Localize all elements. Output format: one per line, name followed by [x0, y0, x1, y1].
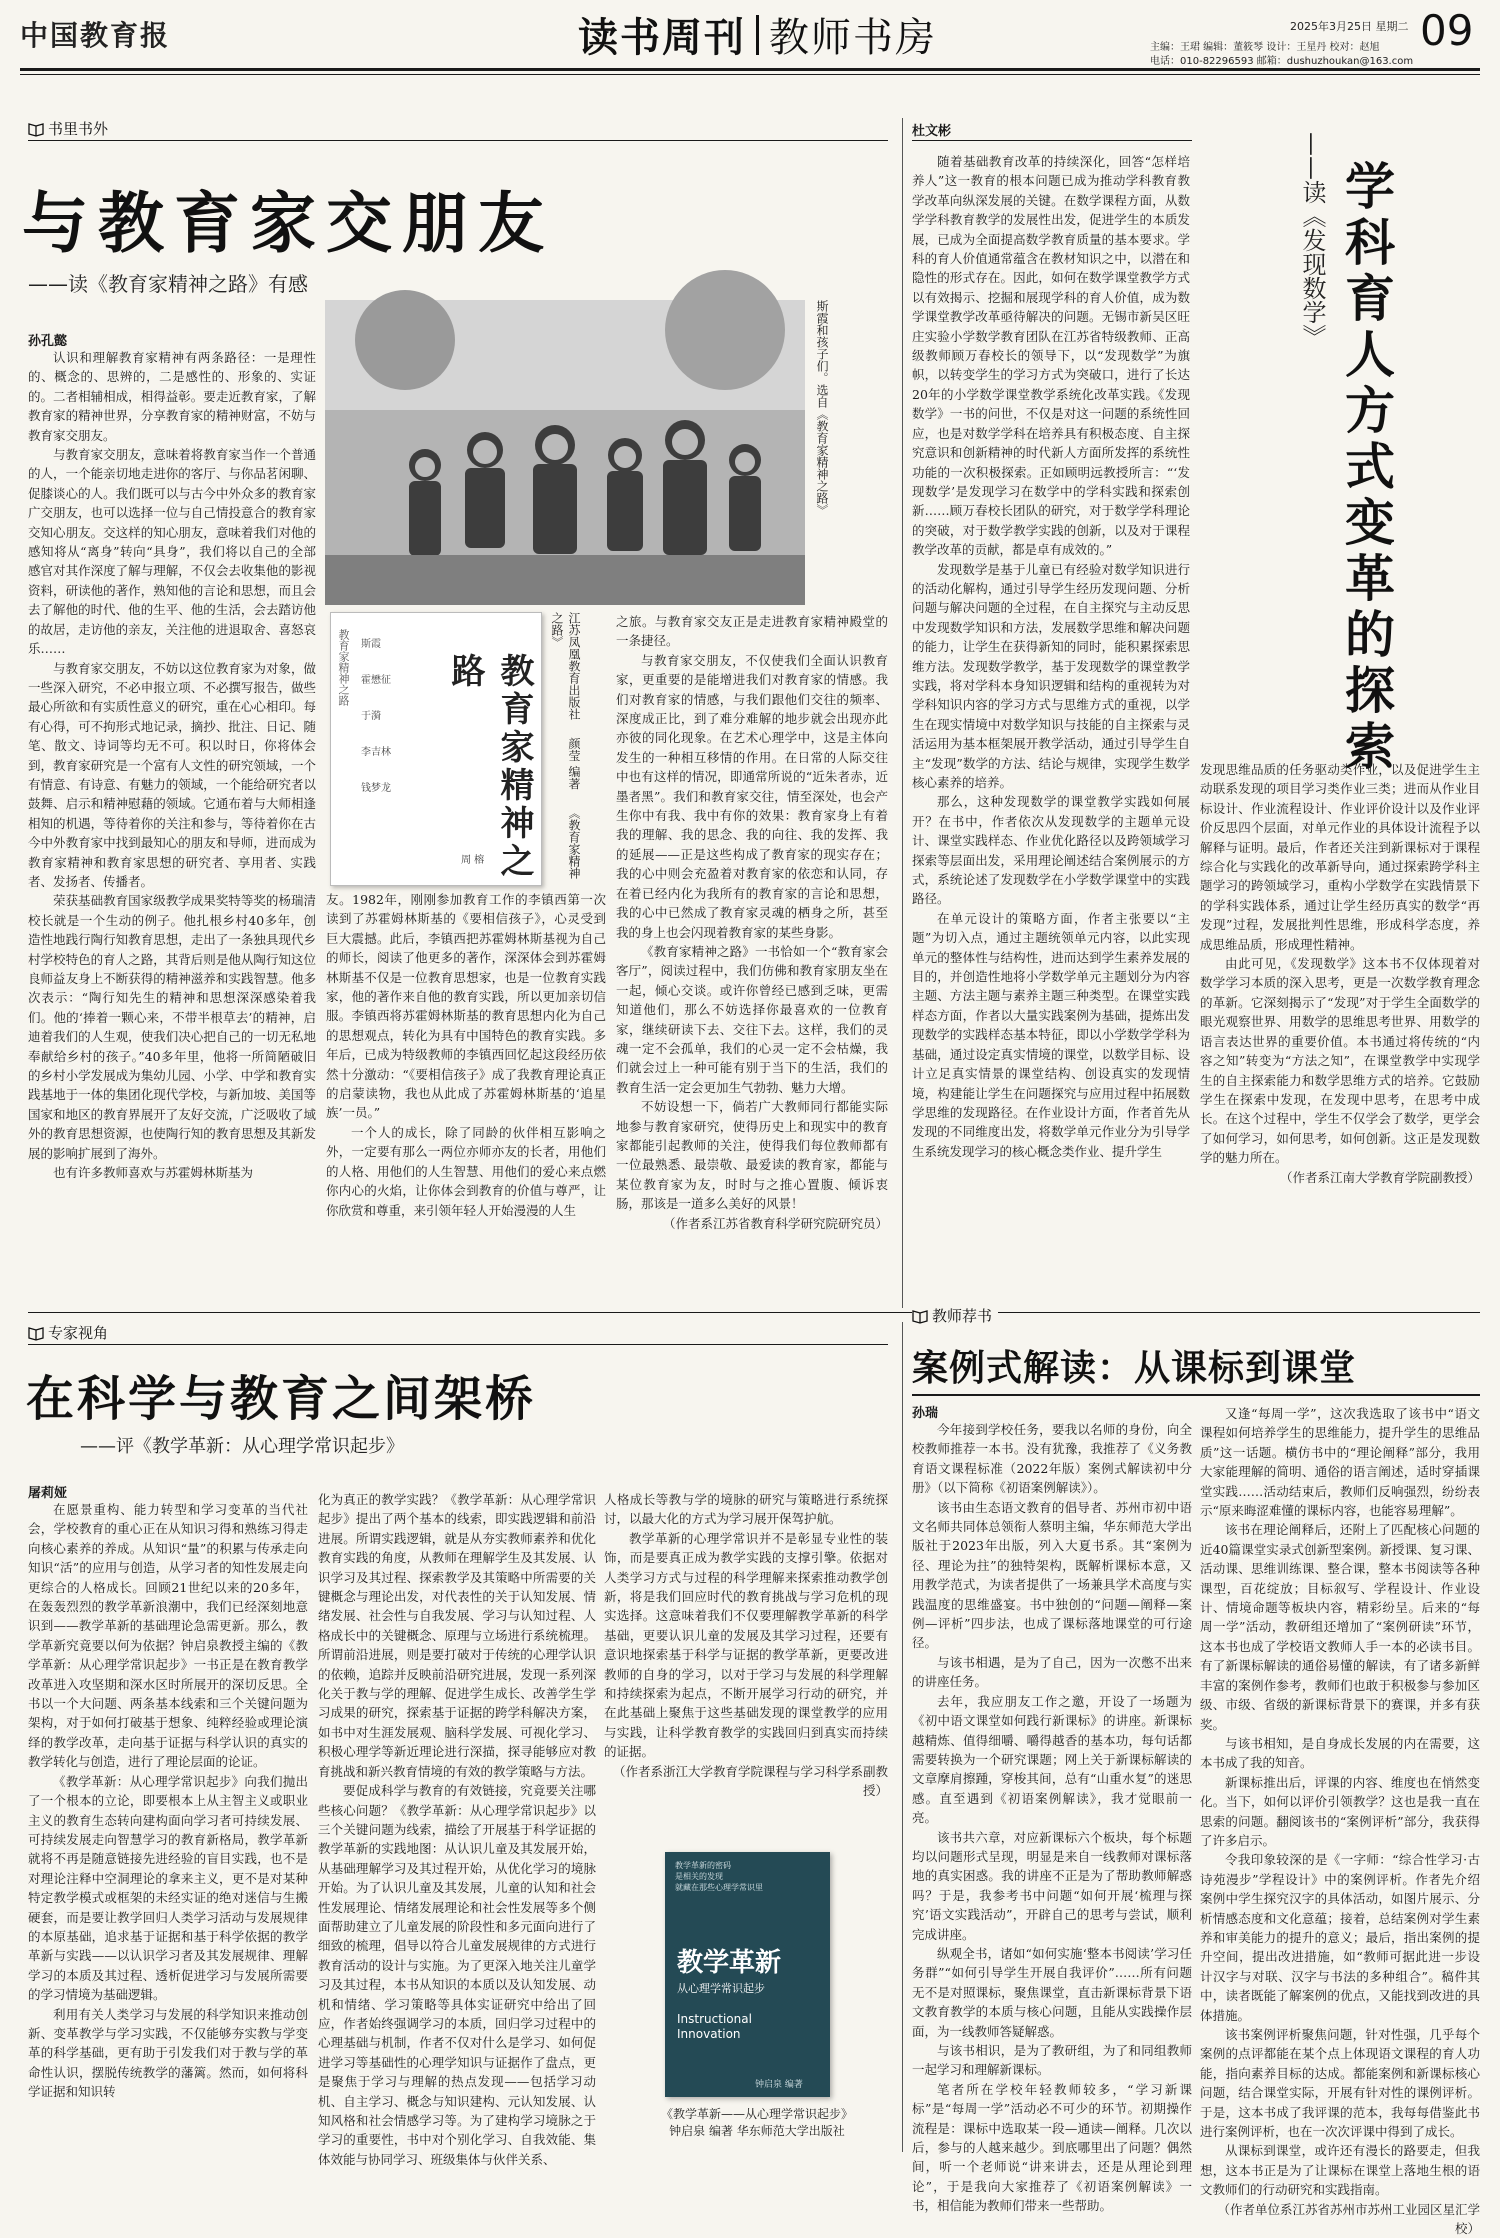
masthead-rule	[20, 68, 1480, 71]
book-icon	[28, 1325, 44, 1341]
paragraph: 由此可见，《发现数学》这本书不仅体现着对数学学习本质的深入思考，更是一次数学教育理念的革新。它深刻揭示了“发现”对于学生全面数学的眼光观察世界、用数学的思维思考世界、用数学的语言表达世界的重要价值。本书通过将传统的“内容之知”转变为“方法之知”，在课堂教学中实现学生的自主探索能力和数学思维方式的培养。它鼓励学生在探索中发现，在发现中思考，在思考中成长。在这个过程中，学生不仅学会了数学，更学会了如何学习，如何思考，如何创新。这正是发现数学的魅力所在。	[1200, 956, 1480, 1166]
section-tag-label: 教师荐书	[932, 1307, 993, 1325]
book-icon	[912, 1308, 928, 1324]
paragraph: 利用有关人类学习与发展的科学知识来推动创新、变革教学与学习实践，不仅能够夯实教与学变革的科学基础，更有助于引发我们对于教与学的革命性认识，摆脱传统教学的藩篱。然而，如何将科学证据和知识转	[28, 2006, 308, 2100]
article2-rule	[912, 140, 1192, 141]
paragraph: 在愿景重构、能力转型和学习变革的当代社会，学校教育的重心正在从知识习得和熟练习得走向核心素养的养成。从知识“量”的积累与传承走向知识“活”的应用与创造，从学习者的知性发展走向更综合的人格成长。回顾21世纪以来的20多年，在轰轰烈烈的教学革新浪潮中，我们已经深刻地意识到——教学革新的基础理论急需更新。那么，教学革新究竟要以何为依据？钟启泉教授主编的《教学革新：从心理学常识起步》一书正是在教育教学改革进入攻坚期和深水区时所展开的深切反思。全书以一个大问题、两条基本线索和三个关键问题为架构，对于如何打破基于想象、纯粹经验或理论演绎的教学改革，走向基于证据与科学认识的真实的教学转化与创造，进行了理论层面的论证。	[28, 1502, 308, 1770]
masthead-logo: 中国教育报	[20, 19, 171, 52]
article3-title: 在科学与教育之间架桥	[26, 1371, 537, 1427]
author-affiliation: （作者单位系江苏省苏州市苏州工业园区星汇学校）	[1217, 2201, 1480, 2237]
paragraph: 《教育家精神之路》一书恰如一个“教育家会客厅”，阅读过程中，我们仿佛和教育家朋友坐在一起，倾心交谈。或许你曾经已感到乏味，更需知道他们，那么不妨选择你最喜欢的一位教育家，继续研读下去、交往下去。这样，我们的灵魂一定不会孤单，我们的心灵一定不会枯燥，我们就会过上一种可能有别于当下的生活，我们的教育生活一定会更加生气勃勃、魅力大增。	[616, 943, 888, 1095]
column-divider	[902, 118, 903, 1308]
book2-caption-line: 钟启泉 编著 华东师范大学出版社	[669, 2124, 845, 2138]
article3-col2	[318, 1490, 596, 2167]
book-cover-jiaoxue	[665, 1852, 830, 2097]
book-side-item: 斯霞	[361, 639, 381, 650]
book-cover-title: 教育家精神之路	[445, 653, 534, 881]
article1-col1	[28, 348, 316, 1300]
paragraph: 化为真正的教学实践？《教学革新：从心理学常识起步》提出了两个基本的线索，即实践逻辑和前沿进展。所谓实践逻辑，就是从夯实教师素养和优化教育实践的角度，从教师在理解学生及其发展、认识学习及其过程、探索教学及其策略中所需要的关键概念与理论出发，对代表性的关于认知发展、情绪发展、社会性与自我发展、学习与认知过程、人格成长中的关键概念、原理与立场进行系统梳理。所谓前沿进展，则是要打破对于传统的心理学认识的依赖，追踪并反映前沿研究进展，发现一系列深化关于教与学的理解、促进学生成长、改善学生学习成果的研究，探索基于证据的跨学科解决方案，如书中对生涯发展观、脑科学发展、可视化学习、积极心理学等新近理论进行深描，探寻能够应对教育挑战和新兴教育情境的有效的教学策略与方法。	[318, 1492, 596, 1779]
article4-col2	[1200, 1404, 1480, 2237]
section-tag-label: 专家视角	[48, 1324, 109, 1342]
article3-author: 屠莉娅	[28, 1486, 68, 1501]
book1-caption	[548, 612, 582, 882]
paragraph: 要促成科学与教育的有效链接，究竟要关注哪些核心问题？《教学革新：从心理学常识起步》以三个关键问题为线索，描绘了开展基于科学证据的教学革新的实践地图：从认识儿童及其发展开始，从基础理解学习及其过程开始，从优化学习的境脉开始。为了认识儿童及其发展，儿童的认知和社会性发展理论、情绪发展理论和社会性发展等多个侧面帮助建立了儿童发展的阶段性和多元面向进行了细致的梳理，倡导以符合儿童发展规律的方式进行教育活动的设计与实施。为了更深入地关注儿童学习及其过程，本书从知识的本质以及认知发展、动机和情绪、学习策略等具体实证研究中给出了回应，作者始终强调学习的本质，回归学习过程中的心理基础与机制，作者不仅对什么是学习、如何促进学习等基础性的心理学知识与证据作了盘点，更是聚焦于学习与理解的热点发现——包括学习动机、自主学习、概念与知识建构、元认知发展、认知风格和社会情感学习等。为了建构学习境脉之于学习的重要性，书中对个别化学习、自我效能、集体效能与协同学习、班级集体与伙伴关系、	[318, 1783, 596, 2167]
book-spine-title: 教育家精神之路	[337, 629, 350, 706]
book2-caption-line: 《教学革新——从心理学常识起步》	[660, 2107, 853, 2121]
paragraph: 去年，我应朋友工作之邀，开设了一场题为《初中语文课堂如何践行新课标》的讲座。新课标越精炼、值得细嚼、嚼得越香的基本功，每句话都需要转换为一个研究课题；网上关于新课标解读的文章摩肩擦踵，穿梭其间，总有“山重水复”的迷思感。直至遇到《初语案例解读》，我才觉眼前一亮。	[912, 1693, 1192, 1826]
section-tag-shuli	[28, 118, 108, 139]
article2-col2	[1200, 760, 1480, 1300]
paragraph: 该书案例评析聚焦问题，针对性强，几乎每个案例的点评都能在某个点上体现语文课程的育人功能，指向素养目标的达成。都能案例和新课标核心问题，结合课堂实际，开展有针对性的课例评析。于是，这本书成了我评课的范本，我每每借鉴此书进行案例评析，也在一次次评课中得到了成长。	[1200, 2027, 1480, 2140]
book2-author: 钟启泉 编著	[755, 2080, 803, 2090]
paragraph: 与教育家交朋友，意味着将教育家当作一个普通的人，一个能亲切地走进你的客厅、与你品茗闲聊、促膝谈心的人。我们既可以与古今中外众多的教育家广交朋友，也可以选择一位与自己情投意合的教育家交知心朋友。交这样的知心朋友，意味着我们对他的感知将从“离身”转向“具身”，我们将以自己的全部感官对其作深度了解与理解，不仅会去收集他的影视资料，研读他的著作，熟知他的言论和思想，而且会去了解他的时代、他的生平、他的生活，会去踏访他的故居，走访他的亲友，关注他的进退取舍、喜怒哀乐……	[28, 447, 316, 657]
masthead-date: 2025年3月25日 星期二	[1290, 20, 1409, 33]
section-sub-title: 教师书房	[769, 15, 937, 61]
article1-subtitle: ——读《教育家精神之路》有感	[28, 272, 308, 296]
paragraph: 在单元设计的策略方面，作者主张要以“主题”为切入点，通过主题统领单元内容，以此实现单元的整体性与结构性，进而达到学生素养发展的目的，并创造性地将小学数学单元主题划分为内容主题、方法主题与素养主题三种类型。在课堂实践样态方面，作者以大量实践案例为基础，提炼出发现数学的实践样态基本特征，即以小学数学学科为基础，通过设定真实情境的课堂，以数学目标、设计立足真实情景的课堂结构、创设真实的发现情境，构建能让学生在问题探究与应用过程中拓展数学思维的发现路径。在作业设计方面，作者首先从发现的不同维度出发，将数学单元作业分为引导学生系统发现学习的核心概念类作业、提升学生	[912, 910, 1190, 1159]
tag-underline	[28, 140, 888, 141]
author-affiliation: （作者系江南大学教育学院副教授）	[1279, 1169, 1480, 1185]
article2-title: 学科育人方式变革的探索	[1337, 160, 1395, 776]
article2-author: 杜文彬	[912, 124, 952, 139]
book2-subtitle: 从心理学常识起步	[677, 1982, 765, 1995]
paragraph: 该书共六章，对应新课标六个板块，每个标题均以问题形式呈现，明显是来自一线教师对课标落地的真实困惑。我的讲座不正是为了帮助教师解惑吗？于是，我参考书中问题“如何开展‘梳理与探究’语文实践活动”，开辟自己的思考与尝试，顺利完成讲座。	[912, 1829, 1192, 1942]
paragraph: 也有许多教师喜欢与苏霍姆林斯基为	[53, 1165, 254, 1181]
section-tag-label: 书里书外	[48, 120, 109, 138]
article1-title: 与教育家交朋友	[22, 185, 554, 262]
article4-col1	[912, 1420, 1192, 2214]
paragraph: 与教育家交朋友，不妨以这位教育家为对象，做一些深入研究，不必申报立项、不必撰写报告，做些最心所欲和有实质性意义的研究，重在心心相印。每有心得，可不拘形式地记录，摘抄、批注、日记、随笔、散文、诗词等均无不可。积以时日，你将体会到，教育家研究是一个富有人文性的研究领域，一个有情意、有诗意、有魅力的领域，一个能给研究者以鼓舞、启示和精神慰藉的领域。它通布着与大师相逢相知的机遇，等待着你的关注和参与，等待着你在古今中外教育家中找到最知心的朋友和导师，进而成为教育家精神和教育家思想的研究者、享用者、实践者、发扬者、传播者。	[28, 660, 316, 889]
book-side-item: 霍懋征	[361, 675, 391, 686]
book2-title: 教学革新	[677, 1948, 782, 1978]
photo-silhouettes	[325, 300, 805, 605]
article2-subtitle: ——读《发现数学》	[1298, 132, 1326, 348]
paragraph: 友。1982年，刚刚参加教育工作的李镇西第一次读到了苏霍姆林斯基的《要相信孩子》，心灵受到巨大震撼。此后，李镇西把苏霍姆林斯基视为自己的师长，阅读了他更多的著作，深深体会到苏霍姆林斯基不仅是一位教育思想家，也是一位教育实践家，他的著作来自他的教育实践，所以更加亲切信服。李镇西将苏霍姆林斯基的教育思想内化为自己的思想观点，转化为具有中国特色的教育实践。多年后，已成为特级教师的李镇西回忆起这段经历依然十分激动：“《要相信孩子》成了我教育理论真正的启蒙读物，我也从此成了苏霍姆林斯基的‘追星族’一员。”	[326, 892, 606, 1121]
article2-col1	[912, 152, 1190, 1300]
book-side-item: 李吉林	[361, 747, 391, 758]
paragraph: 与教育家交朋友，不仅使我们全面认识教育家，更重要的是能增进我们对教育家的情感。我们对教育家的情感，与我们跟他们交往的频率、深度成正比，到了难分难解的地步就会出现亦此亦彼的同化现象。在艺术心理学中，这是主体向发生的一种相互移情的作用。在日常的人际交往中也有这样的情况，即通常所说的“近朱者赤，近墨者黑”。我们和教育家交往，情至深处，也会产生你中有我、我中有你的效果：教育家身上有着我的理解、我的思念、我的向往、我的发挥、我的延展——正是这些构成了教育家的现实存在；我的心中则会充盈着对教育家的依恋和认同，存在着已经内化为我所有的教育家的言论和思想，我的心中已然成了教育家灵魂的栖身之所，甚至我的身上也会闪现着教育家的某些身影。	[616, 652, 888, 940]
book-side-item: 钱梦龙	[361, 783, 391, 794]
book1-editor: 颜莹 编著	[567, 737, 581, 790]
article4-title: 案例式解读：从课标到课堂	[912, 1348, 1357, 1389]
masthead-rule-thin	[20, 74, 1480, 75]
paragraph: 与该书相遇，是为了自己，因为一次憋不出来的讲座任务。	[912, 1654, 1192, 1690]
photo-caption: 斯霞和孩子们。选自《教育家精神之路》	[815, 300, 829, 516]
paragraph: 《教学革新：从心理学常识起步》向我们抛出了一个根本的立论，即要根本上从主智主义或职业主义的教育生态转向建构面向学习者可持续发展、可持续发展走向智慧学习的教育新格局，教学革新就将不再是随意链接先进经验的盲目实践，也不是对理论注释中空洞理论的拿来主义，更不是对某种特定教学模式或框架的未经实证的绝对迷信与生搬硬套，而是要让教学回归人类学习活动与发展规律的本原基础，追求基于证据和基于科学依据的教学革新与实践——以认识学习者及其发展规律、理解学习的本质及其过程、透析促进学习与发展所需要的学习情境为基础逻辑。	[28, 1773, 308, 2003]
paragraph: 发现思维品质的任务驱动类作业，以及促进学生主动联系发现的项目学习类作业三类；进而从作业目标设计、作业流程设计、作业评价设计以及作业评价反思四个层面，对单元作业的具体设计流程予以解释与证明。最后，作者还关注到新课标对于课程综合化与实践化的改革新导向，通过探索跨学科主题学习的跨领域学习，重构小学数学在实践情景下的学科实践体系，通过让学生经历真实的数学“再发现”过程，发展批判性思维，形成科学态度，养成思维品质，形成理性精神。	[1200, 762, 1480, 952]
article4-author: 孙瑞	[912, 1406, 939, 1421]
book1-name: 《教育家精神之路》	[550, 612, 581, 880]
article3-col1	[28, 1500, 308, 2150]
article3-subtitle: ——评《教学革新：从心理学常识起步》	[80, 1436, 404, 1457]
paragraph: 人格成长等教与学的境脉的研究与策略进行系统探讨，以最大化的方式为学习展开保驾护航。	[604, 1492, 888, 1527]
book2-english-title: Instructional Innovation	[677, 2012, 752, 2041]
paragraph: 与该书相知，是自身成长发展的内在需要，这本书成了我的知音。	[1200, 1735, 1480, 1771]
author-affiliation: （作者系江苏省教育科学研究院研究员）	[662, 1215, 888, 1231]
book1-publisher: 江苏凤凰教育出版社	[567, 612, 581, 720]
paragraph: 令我印象较深的是《一字师：“综合性学习·古诗苑漫步”学程设计》中的案例评析。作者先介绍案例中学生探究汉字的具体活动，如图片展示、分析情感态度和文化意蕴；接着，总结案例对学生素养和审美能力的提升的意义；最后，指出案例的提升空间，提出改进措施，如“教师可据此进一步设计汉字与对联、汉字与书法的多种组合”。稿件其中，读者既能了解案例的优点，又能找到改进的具体措施。	[1200, 1852, 1480, 2023]
column-divider-lower	[902, 1322, 903, 2152]
paragraph: 一个人的成长，除了同龄的伙伴相互影响之外，一定要有那么一两位亦师亦友的长者，用他们的人格、用他们的人生智慧、用他们的爱心来点燃你内心的火焰，让你体会到教育的价值与尊严，让你欣赏和尊重，来引领年轻人开始漫漫的人生	[326, 1124, 606, 1218]
paragraph: 之旅。与教育家交友正是走进教育家精神殿堂的一条捷径。	[616, 614, 888, 649]
paragraph: 那么，这种发现数学的课堂教学实践如何展开？在书中，作者依次从发现数学的主题单元设计、课堂实践样态、作业优化路径以及跨领域学习探索等层面出发，采用理论阐述结合案例展示的方式，系统论述了发现数学在小学数学课堂中的实践路径。	[912, 794, 1190, 907]
tag-underline	[28, 1344, 888, 1345]
masthead-contact: 电话：010-82296593 邮箱：dushuzhoukan@163.com	[1150, 56, 1414, 67]
article1-col2	[326, 890, 606, 1300]
paragraph: 该书由生态语文教育的倡导者、苏州市初中语文名师共同体总领衔人蔡明主编，华东师范大学出版社于2023年出版，列入大夏书系。其“案例为径、理论为拄”的独特架构，既解析课标本意，又用教学范式，为读者提供了一场兼具学术高度与实践温度的思维盛宴。书中独创的“问题—阐释—案例—评析”四步法，也成了课标落地课堂的可行途径。	[912, 1499, 1192, 1651]
paragraph: 与该书相识，是为了教研组，为了和同组教师一起学习和理解新课标。	[912, 2043, 1192, 2078]
paragraph: 发现数学是基于儿童已有经验对数学知识进行的活动化解构，通过引导学生经历发现问题、分析问题与解决问题的全过程，在自主探究与主动反思中发现数学知识和方法，发展数学思维和解决问题的能力，让学生在获得新知的同时，能积累探索思维方法。发现数学教学，基于发现数学的课堂教学实践，将对学科本身知识逻辑和结构的重视转为对学科知识内容的学习方式与思维方式的重视，以学生在现实情境中对数学知识与技能的自主探索与灵活运用为基本框架展开教学活动，通过引导学生自主“发现”数学的方法、结论与规律，实现学生数学核心素养的培养。	[912, 561, 1190, 790]
book-icon	[28, 121, 44, 137]
paragraph: 又逢“每周一学”，这次我选取了该书中“语文课程如何培养学生的思维能力，提升学生的思维品质”这一话题。横仿书中的“理论阐释”部分，我用大家能理解的简明、通俗的语言阐述，适时穿插课堂实践……活动结束后，教师们反响强烈，纷纷表示“原来晦涩难懂的课标内容，也能容易理解”。	[1200, 1406, 1480, 1519]
book-side-list	[361, 627, 416, 807]
article4-rule	[912, 1394, 1480, 1396]
author-affiliation: （作者系浙江大学教育学院课程与学习科学系副教授）	[612, 1763, 888, 1799]
article3-col3	[604, 1490, 888, 1830]
section-tag-jianshu	[912, 1305, 998, 1326]
book-side-item: 于漪	[361, 711, 381, 722]
children-photo	[325, 300, 805, 605]
article1-col3	[616, 612, 888, 1300]
page-number: 09	[1420, 6, 1474, 55]
paragraph: 教学革新的心理学常识并不是彰显专业性的装饰，而是要真正成为教学实践的支撑引擎。依据对人类学习方式与过程的科学理解来探索推动教学创新，将是我们回应时代的教育挑战与学习危机的现实选择。这意味着我们不仅要理解教学革新的科学基础，更要认识儿童的发展及其学习过程，还要有意识地探索基于科学与证据的教学革新，更要改进教师的自身的学习，以对于学习与发展的科学理解和持续探索为起点，不断开展学习行动的研究，并在此基础上聚焦于这些基础发现的课堂教学的应用与实践，让科学教育教学的实践回归到真实而持续的证据。	[604, 1530, 888, 1760]
book2-top-text: 教学革新的密码 是相关的发现 就藏在那些心理学常识里	[675, 1861, 763, 1892]
paragraph: 荣获基础教育国家级教学成果奖特等奖的杨瑞清校长就是一个生动的例子。他扎根乡村40多年，创造性地践行陶行知教育思想，走出了一条独具现代乡村学校特色的育人之路，其背后则是他从陶行知这位良师益友身上不断获得的精神滋养和实践智慧。他多次表示：“陶行知先生的精神和思想深深感染着我们。他的‘捧着一颗心来，不带半根草去’的精神，启迪着我们的人生观，使我们决心把自己的一切无私地奉献给乡村的孩子。”40多年里，他将一所简陋破旧的乡村小学发展成为集幼儿园、小学、中学和教育实践基地于一体的集团化现代学校，与新加坡、美国等国家和地区的教育界展开了友好交流，广泛吸收了域外的教育思想资源，也使陶行知的教育思想及其新发展的影响扩展到了海外。	[28, 893, 316, 1161]
paragraph: 从课标到课堂，或许还有漫长的路要走，但我想，这本书正是为了让课标在课堂上落地生根的语文教师们的行动研究和实践指南。	[1200, 2143, 1480, 2198]
book2-caption	[622, 2106, 892, 2140]
paragraph: 笔者所在学校年轻教师较多，“学习新课标”是“每周一学”活动必不可少的环节。初期操作流程是：课标中选取某一段—通读—阐释。几次以后，参与的人越来越少。到底哪里出了问题？偶然间，听一个老师说“讲来讲去，还是从理论到理论”，于是我向大家推荐了《初语案例解读》一书，相信能为教师们带来一些帮助。	[912, 2081, 1192, 2214]
paragraph: 纵观全书，诸如“如何实施‘整本书阅读’学习任务群”“如何引导学生开展自我评价”……所有问题无不是对照课标，聚焦课堂，直击新课标背景下语文教育教学的本质与核心问题，且能从实践操作层面，为一线教师答疑解惑。	[912, 1945, 1192, 2039]
page-middle-rule	[28, 1312, 1480, 1313]
section-tag-zhuanjia	[28, 1322, 108, 1343]
masthead-section	[578, 6, 937, 63]
book-author-mark: 周 榕	[461, 855, 485, 866]
paragraph: 不妨设想一下，倘若广大教师同行都能实际地参与教育家研究，使得历史上和现实中的教育家都能引起教师的关注，使得我们每位教师都有一位最熟悉、最崇敬、最爱读的教育家，都能与某位教育家为友，时时与之推心置腹、倾诉衷肠，那该是一道多么美好的风景！	[616, 1099, 888, 1212]
paragraph: 随着基础教育改革的持续深化，回答“怎样培养人”这一教育的根本问题已成为推动学科教育教学改革向纵深发展的关键。在数学课程方面，从数学学科教育教学的发展性出发，促进学生的本质发展，已成为全面提高数学教育质量的基本要求。学科的育人价值通常蕴含在教材知识之中，以潜在和隐性的形式存在。因此，如何在数学课堂教学方式以有效揭示、挖掘和展现学科的育人价值，成为数学课堂教学改革亟待解决的问题。无锡市新吴区旺庄实验小学数学教育团队在江苏省特级教师、正高级教师顾万春校长的领导下，以“发现数学”为旗帜，以转变学生的学习方式为突破口，进行了长达20年的小学数学课堂教学系统化改革实践。《发现数学》一书的问世，不仅是对这一问题的系统性回应，也是对数学学科在培养具有积极态度、自主探究意识和创新精神的时代新人方面所发挥的系统性功能的一次积极探索。正如顾明远教授所言：“‘发现数学’是发现学习在数学中的学科实践和探索创新……顾万春校长团队的研究，对于数学学科理论的突破，对于数学教学实践的创新，以及对于课程教学改革的贡献，都是卓有成效的。”	[912, 154, 1190, 558]
section-main-title: 读书周刊	[578, 15, 746, 61]
book-cover-jiaoyujia	[330, 612, 542, 886]
article1-author: 孙孔懿	[28, 334, 68, 349]
masthead-editors: 主编：王珺 编辑：董筱琴 设计：王星丹 校对：赵旭	[1150, 42, 1380, 53]
section-divider	[756, 15, 759, 55]
paragraph: 今年接到学校任务，要我以名师的身份，向全校教师推荐一本书。没有犹豫，我推荐了《义务教育语文课程标准（2022年版）案例式解读初中分册》（以下简称《初语案例解读》）。	[912, 1422, 1192, 1496]
paragraph: 认识和理解教育家精神有两条路径：一是理性的、概念的、思辨的，二是感性的、形象的、实证的。二者相辅相成，相得益彰。要走近教育家，了解教育家的精神世界，分享教育家的精神财富，不妨与教育家交朋友。	[28, 350, 316, 443]
paragraph: 该书在理论阐释后，还附上了匹配核心问题的近40篇课堂实录式创新型案例。新授课、复习课、活动课、思维训练课、整合课，整本书阅读等各种课型，百花绽放；目标叙写、学程设计、作业设计、情境命题等板块内容，精彩纷呈。后来的“每周一学”活动，教研组还增加了“案例研读”环节，这本书也成了学校语文教师人手一本的必读书目。有了新课标解读的通俗易懂的解读，有了诸多新鲜丰富的案例作参考，教师们也敢于积极参与参加区级、市级、省级的新课标背景下的赛课，并多有获奖。	[1200, 1522, 1480, 1732]
paragraph: 新课标推出后，评课的内容、维度也在悄然变化。当下，如何以评价引领教学？这也是我一直在思索的问题。翻阅该书的“案例评析”部分，我获得了许多启示。	[1200, 1774, 1480, 1848]
